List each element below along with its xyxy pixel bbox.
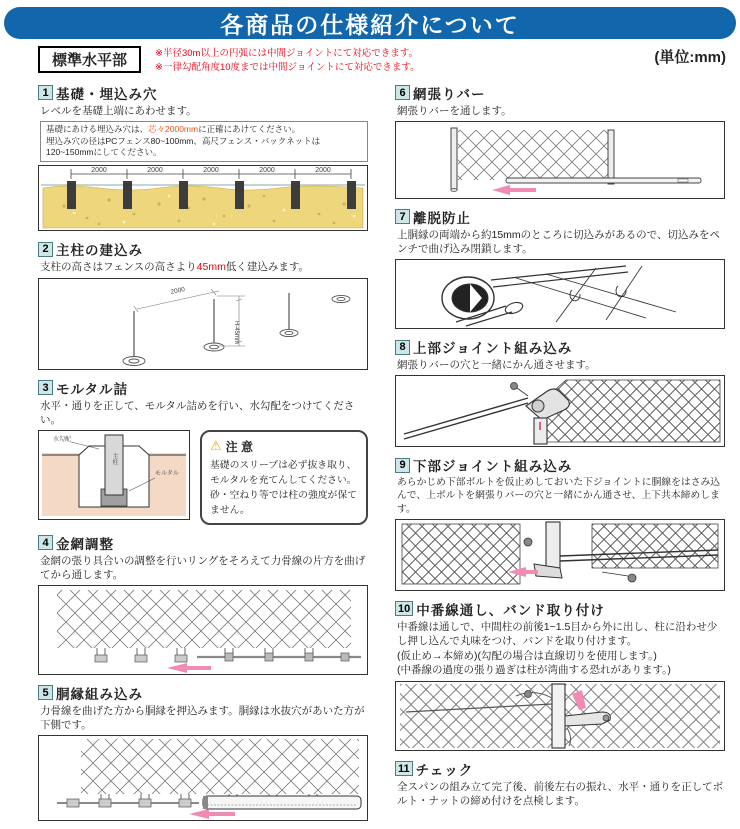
post-label: 主柱 <box>111 452 117 465</box>
upper-joint-diagram <box>395 375 725 447</box>
rail-insertion-diagram <box>38 735 368 821</box>
step-title: 中番線通し、バンド取り付け <box>416 602 605 618</box>
height-dim-label: H-45mm <box>233 320 239 344</box>
arrow-left-icon <box>492 185 536 195</box>
warning-box <box>200 430 368 525</box>
header-row <box>0 44 740 75</box>
slope-label: 水勾配 <box>53 436 72 443</box>
span-dim-label: 2000 <box>147 167 163 175</box>
step-title: 離脱防止 <box>413 210 471 226</box>
step-5 <box>38 683 368 821</box>
right-column <box>395 83 725 829</box>
step-title: チェック <box>415 762 474 778</box>
step-body: 水平・通りを正して、モルタル詰めを行い、水勾配をつけてください。 <box>40 399 355 426</box>
warning-body: 基礎のスリーブは必ず抜き取り、モルタルを充てんしてください。砂・空ねり等では柱の強度が保てません。 <box>210 459 357 517</box>
step-number-badge: 4 <box>38 535 53 550</box>
step-title: 胴縁組み込み <box>56 686 143 702</box>
step-body: 力骨線を曲げた方から胴縁を押込みます。胴縁は水抜穴があいた方が下側です。 <box>40 704 365 732</box>
step-number-badge: 11 <box>395 761 413 776</box>
span-dim-label: 2000 <box>91 167 107 175</box>
mortar-fill-diagram <box>38 430 190 520</box>
header-note-1: ※半径30m以上の円弧には中間ジョイントにて対応できます。 <box>155 48 419 59</box>
step-body: 上胴縁の両端から約15mmのところに切込みがあるので、切込みをペンチで曲げ込み閉鎖します。 <box>397 228 720 255</box>
step-10 <box>395 599 725 751</box>
left-column <box>38 83 368 829</box>
step-9 <box>395 455 725 591</box>
post-erection-drawing <box>39 279 367 369</box>
step-title: 網張りバー <box>413 86 486 102</box>
upper-joint-drawing <box>396 376 724 446</box>
page-title: 各商品の仕様紹介について <box>220 11 520 38</box>
detachment-prevention-drawing <box>396 260 724 328</box>
step-4 <box>38 533 368 675</box>
warning-icon: ⚠ <box>210 438 222 454</box>
highlighted-dimension: 芯々2000mm <box>148 123 199 134</box>
step-6 <box>395 83 725 199</box>
step-3 <box>38 378 368 525</box>
mortar-label: モルタル <box>155 470 179 477</box>
section-label: 標準水平部 <box>38 46 141 73</box>
step-number-badge: 9 <box>395 458 410 473</box>
span-dim-label: 2000 <box>259 167 275 175</box>
span-dim-label: 2000 <box>315 167 331 175</box>
lower-joint-drawing <box>396 520 724 590</box>
step-number-badge: 10 <box>395 601 413 616</box>
step-number-badge: 8 <box>395 340 410 355</box>
rail-insertion-drawing <box>39 736 367 820</box>
step-10-note-2: (中番線の過度の張り過ぎは柱が湾曲する恐れがあります。) <box>397 664 671 677</box>
foundation-holes-diagram <box>38 165 368 231</box>
warning-title: 注 意 <box>225 439 253 454</box>
span-dim-label: 2000 <box>169 285 186 296</box>
step-title: モルタル詰 <box>56 381 128 397</box>
header-notes <box>155 46 420 75</box>
header-banner <box>4 7 736 39</box>
detachment-prevention-diagram <box>395 259 725 329</box>
step-7 <box>395 207 725 329</box>
step-body: あらかじめ下部ボルトを仮止めしておいた下ジョイントに胴線をはさみ込んで、上ボルトを網張りバーの穴と一緒にかん通させ、上下共本締めします。 <box>397 477 721 515</box>
step-1-note: 基礎にあける埋込み穴は、芯々2000mmに正確にあけてください。 埋込み穴の径はPCフェンス80~100mm、高尺フェンス・バックネットは120~150mmにしてください。 <box>40 121 368 163</box>
lower-joint-diagram <box>395 519 725 591</box>
step-title: 主柱の建込み <box>56 243 143 259</box>
step-title: 下部ジョイント組み込み <box>413 459 573 475</box>
net-bar-diagram <box>395 121 725 199</box>
step-number-badge: 7 <box>395 209 410 224</box>
step-body: 金網の張り具合いの調整を行いリングをそろえて力骨線の片方を曲げてから通します。 <box>40 554 366 581</box>
step-number-badge: 3 <box>38 380 53 395</box>
highlighted-dimension: 45mm <box>196 261 226 274</box>
arrow-left-icon <box>189 809 235 819</box>
step-body: 中番線は通しで、中間柱の前後1~1.5目から外に出し、柱に沿わせ少し押し込んで丸味をつけ、バンドを取り付けます。 <box>397 620 718 648</box>
step-title: 金網調整 <box>56 536 114 552</box>
step-body: 支柱の高さはフェンスの高さより45mm低く建込みます。 <box>40 261 310 274</box>
content-columns <box>0 75 740 829</box>
mesh-adjustment-diagram <box>38 585 368 675</box>
step-body: 網張りバーを通します。 <box>397 104 512 117</box>
span-dim-label: 2000 <box>203 167 219 175</box>
header-note-2: ※一律勾配角度10度までは中間ジョイントにて対応できます。 <box>155 61 420 73</box>
step-2 <box>38 239 368 369</box>
step-body: 網張りバーの穴と一緒にかん通させます。 <box>397 359 596 372</box>
step-number-badge: 2 <box>38 242 53 257</box>
step-11 <box>395 759 725 808</box>
band-attachment-drawing <box>396 682 724 750</box>
unit-label: (単位:mm) <box>654 49 726 66</box>
step-title: 上部ジョイント組み込み <box>413 341 573 357</box>
step-number-badge: 5 <box>38 685 53 700</box>
step-title: 基礎・埋込み穴 <box>56 86 158 102</box>
mortar-fill-drawing <box>39 431 189 519</box>
mesh-adjustment-drawing <box>39 586 367 674</box>
step-body: レベルを基礎上端にあわせます。 <box>40 104 197 117</box>
step-number-badge: 6 <box>395 85 410 100</box>
step-body: 全スパンの組み立て完了後、前後左右の振れ、水平・通りを正してボルト・ナットの締め付けを点検します。 <box>397 780 724 807</box>
foundation-holes-drawing <box>39 166 367 230</box>
arrow-left-icon <box>167 663 211 673</box>
post-erection-diagram <box>38 278 368 370</box>
step-1 <box>38 83 368 232</box>
step-number-badge: 1 <box>38 85 53 100</box>
net-bar-drawing <box>396 122 724 198</box>
step-10-note-1: (仮止め→本締め)(勾配の場合は直線切りを使用します。) (中番線の過度の張り過ぎは柱が湾曲する恐れがあります。) <box>397 650 671 677</box>
band-attachment-diagram <box>395 681 725 751</box>
step-8 <box>395 337 725 447</box>
